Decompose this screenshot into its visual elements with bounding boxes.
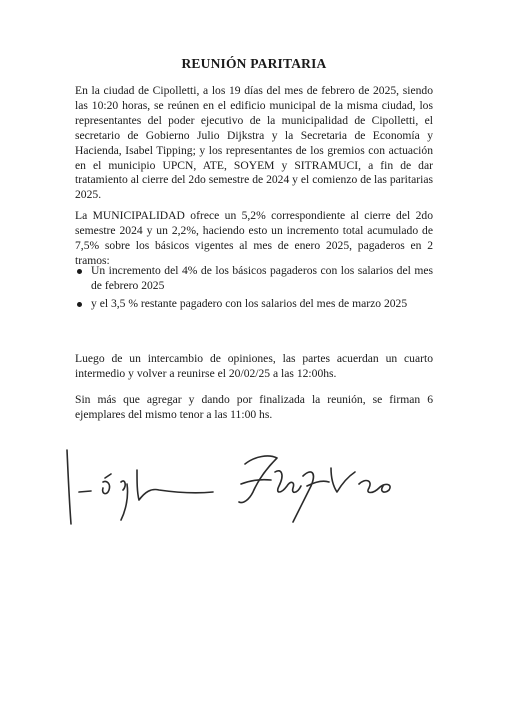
bullet-icon: [77, 302, 82, 307]
bullet-icon: [77, 269, 82, 274]
payment-tranches-list: [75, 264, 433, 312]
list-item: [75, 297, 433, 312]
signatures: [55, 442, 425, 532]
agreement-paragraph: Luego de un intercambio de opiniones, las partes acuerdan un cuarto intermedio y volver a reunirse el 20/02/25 a las 12:00hs.: [75, 352, 433, 380]
offer-paragraph: La MUNICIPALIDAD ofrece un 5,2% correspondiente al cierre del 2do semestre 2024 y un 2,2%, haciendo esto un incremento total acumulado de 7,5% sobre los básicos vigentes al mes de enero 2025, pagaderos en 2 tramos:: [75, 209, 433, 267]
list-item-text: Un incremento del 4% de los básicos pagaderos con los salarios del mes de febrero 2025: [91, 264, 433, 292]
list-item: [75, 264, 433, 294]
signature-1-image: [67, 450, 213, 524]
signature-2-image: [239, 456, 390, 522]
list-item-text: y el 3,5 % restante pagadero con los salarios del mes de marzo 2025: [91, 296, 408, 310]
closing-paragraph: Sin más que agregar y dando por finalizada la reunión, se firman 6 ejemplares del mismo tenor a las 11:00 hs.: [75, 393, 433, 421]
opening-paragraph: En la ciudad de Cipolletti, a los 19 días del mes de febrero de 2025, siendo las 10:20 horas, se reúnen en el edificio municipal de la misma ciudad, los representantes del poder ejecutivo de la municipalidad de Cipolletti, el secretario de Gobierno Julio Dijkstra y la Secretaria de Economía y Hacienda, Isabel Tipping; y los representantes de los gremios con actuación en el municipio UPCN, ATE, SOYEM y SITRAMUCI, a fin de dar tratamiento al cierre del 2do semestre de 2024 y el comienzo de las paritarias 2025.: [75, 84, 433, 202]
document-title: REUNIÓN PARITARIA: [181, 56, 327, 71]
